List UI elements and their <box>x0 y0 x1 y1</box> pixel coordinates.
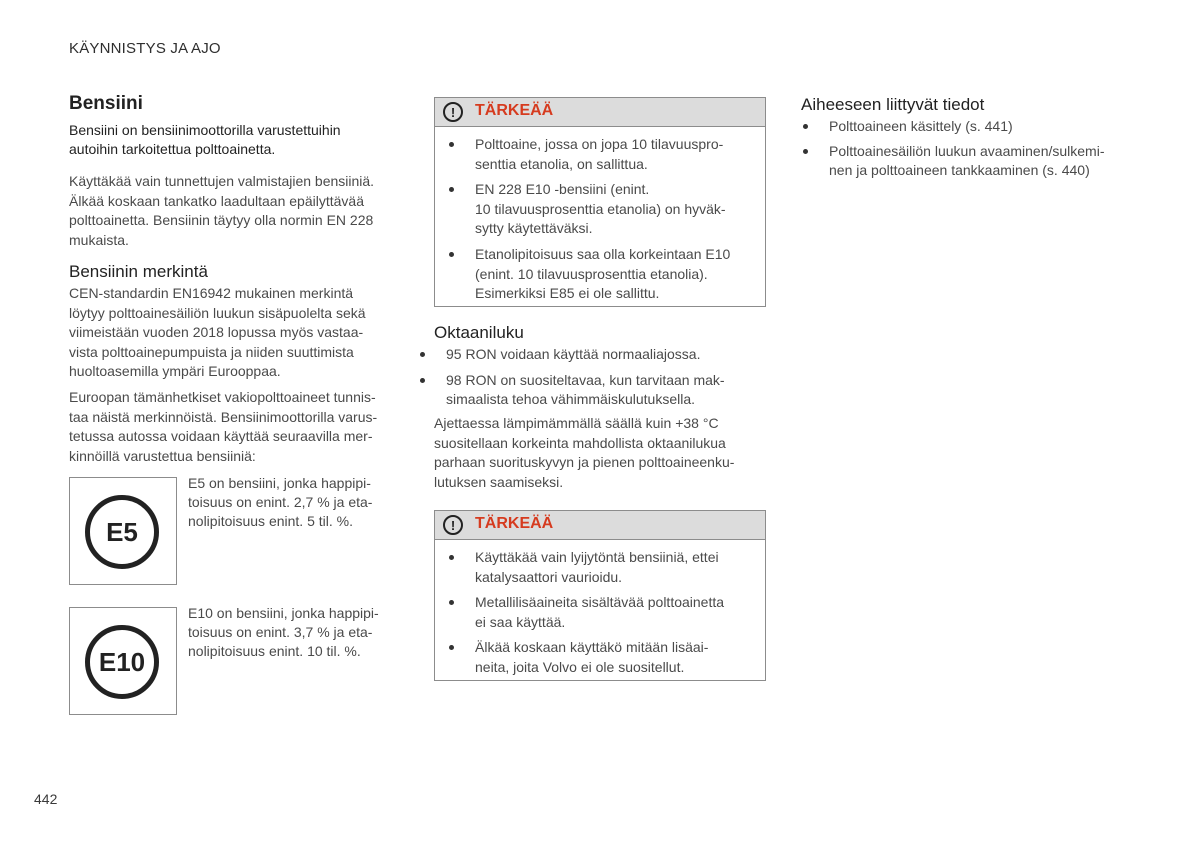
text-line: lutuksen saamiseksi. <box>434 473 564 490</box>
text-line: senttia etanolia, on sallittua. <box>475 155 648 172</box>
text-line: huoltoasemilla ympäri Eurooppaa. <box>69 363 281 380</box>
text-line: viimeistään vuoden 2018 lopussa myös vastaa- <box>69 324 364 341</box>
text-line: ei saa käyttää. <box>475 613 566 630</box>
text-line: E5 on bensiini, jonka happipi- <box>188 475 371 491</box>
list-item <box>447 548 755 587</box>
text-line: Metallilisäaineita sisältävää polttoainetta <box>475 594 725 611</box>
bullet-icon <box>420 352 425 357</box>
bullet-icon <box>449 645 454 650</box>
bullet-icon <box>449 555 454 560</box>
text-line: Polttoaineen käsittely (s. 441) <box>829 118 1013 134</box>
related-list-wrap <box>801 117 1136 186</box>
important-title: TÄRKEÄÄ <box>475 102 554 119</box>
related-info-title: Aiheeseen liittyvät tiedot <box>801 95 985 114</box>
important-list <box>447 548 755 678</box>
exclamation-icon: ! <box>443 102 463 122</box>
page-number: 442 <box>34 791 58 807</box>
text-line: vista polttoainepumpuista ja niiden suuttimista <box>69 343 354 360</box>
list-item <box>447 135 755 174</box>
text-line: simaalista tehoa vähimmäiskulutuksella. <box>446 391 695 408</box>
text-line: löytyy polttoainesäiliön luukun sisäpuolelta sekä <box>69 304 366 321</box>
text-line: nolipitoisuus enint. 5 til. %. <box>188 513 353 529</box>
list-item <box>418 371 766 410</box>
important-header <box>435 511 765 540</box>
lead-paragraph <box>69 121 389 159</box>
text-line: E10 on bensiini, jonka happipi- <box>188 605 379 621</box>
text-line: suositellaan korkeinta mahdollista oktaanilukua <box>434 434 726 451</box>
text-line: Ajettaessa lämpimämmällä säällä kuin +38 °C <box>434 415 719 431</box>
text-line: parhaan suorituskyvyn ja pienen polttoaineenku- <box>434 454 735 471</box>
text-line: taa näistä merkinnöistä. Bensiinimoottorilla varus- <box>69 408 378 425</box>
e5-fuel-label-icon: E5 <box>85 495 159 569</box>
text-line: mukaista. <box>69 231 129 248</box>
text-line: kinnöillä varustettua bensiiniä: <box>69 447 256 464</box>
list-item <box>447 593 755 632</box>
octane-list <box>418 345 766 410</box>
lead-line: autoihin tarkoitettua polttoainetta. <box>69 141 276 157</box>
related-link[interactable] <box>801 142 1136 181</box>
text-line: neita, joita Volvo ei ole suositellut. <box>475 658 685 675</box>
related-link[interactable] <box>801 117 1136 137</box>
text-line: Älkää koskaan tankatko laadultaan epäilyttävää <box>69 192 364 209</box>
page-header: KÄYNNISTYS JA AJO <box>69 40 221 57</box>
text-line: CEN-standardin EN16942 mukainen merkintä <box>69 285 354 301</box>
e10-fuel-label-icon: E10 <box>85 625 159 699</box>
paragraph-quality <box>69 172 374 250</box>
section-title-bensiini: Bensiini <box>69 93 143 114</box>
bullet-icon <box>449 187 454 192</box>
octane-list-wrap <box>434 345 766 416</box>
important-box-ethanol <box>434 97 766 307</box>
text-line: Etanolipitoisuus saa olla korkeintaan E10 <box>475 245 731 262</box>
bullet-icon <box>449 600 454 605</box>
bullet-icon <box>449 142 454 147</box>
text-line: 10 tilavuusprosenttia etanolia) on hyväk- <box>475 200 726 217</box>
text-line: 98 RON on suositeltavaa, kun tarvitaan mak- <box>446 371 725 388</box>
text-line: Euroopan tämänhetkiset vakiopolttoaineet tunnis- <box>69 389 376 405</box>
bullet-icon <box>803 149 808 154</box>
list-item <box>447 638 755 677</box>
text-line: nen ja polttoaineen tankkaaminen (s. 440) <box>829 162 1090 179</box>
text-line: toisuus on enint. 2,7 % ja eta- <box>188 494 373 510</box>
text-line: toisuus on enint. 3,7 % ja eta- <box>188 624 373 640</box>
text-line: EN 228 E10 -bensiini (enint. <box>475 181 650 198</box>
text-line: sytty käytettäväksi. <box>475 220 593 237</box>
text-line: Älkää koskaan käyttäkö mitään lisäai- <box>475 639 709 656</box>
important-header <box>435 98 765 127</box>
exclamation-icon: ! <box>443 515 463 535</box>
related-links-list <box>801 117 1136 181</box>
subsection-title-marking: Bensiinin merkintä <box>69 262 208 281</box>
text-line: katalysaattori vaurioidu. <box>475 568 623 585</box>
list-item <box>447 245 755 304</box>
text-line: polttoainetta. Bensiinin täytyy olla normin EN 228 <box>69 212 374 229</box>
text-line: Polttoainesäiliön luukun avaaminen/sulkemi- <box>829 142 1105 159</box>
e5-label-box <box>69 477 177 585</box>
paragraph-standards <box>69 388 377 466</box>
bullet-icon <box>420 378 425 383</box>
lead-line: Bensiini on bensiinimoottorilla varustettuihin <box>69 122 341 138</box>
text-line: tetussa autossa voidaan käyttää seuraavilla mer- <box>69 428 373 445</box>
list-item <box>418 345 766 365</box>
paragraph-marking <box>69 284 366 382</box>
text-line: nolipitoisuus enint. 10 til. %. <box>188 643 361 659</box>
bullet-icon <box>449 252 454 257</box>
text-line: 95 RON voidaan käyttää normaaliajossa. <box>446 346 701 362</box>
e5-description <box>188 474 403 531</box>
e10-label-box <box>69 607 177 715</box>
subsection-title-octane: Oktaaniluku <box>434 323 524 342</box>
e10-description <box>188 604 403 661</box>
important-box-fuel <box>434 510 766 681</box>
important-list <box>447 135 755 304</box>
list-item <box>447 180 755 239</box>
text-line: Esimerkiksi E85 ei ole sallittu. <box>475 285 660 302</box>
text-line: Käyttäkää vain lyijytöntä bensiiniä, ettei <box>475 549 719 565</box>
bullet-icon <box>803 124 808 129</box>
text-line: Polttoaine, jossa on jopa 10 tilavuuspro- <box>475 136 724 152</box>
paragraph-octane <box>434 414 734 492</box>
important-title: TÄRKEÄÄ <box>475 515 554 532</box>
text-line: Käyttäkää vain tunnettujen valmistajien bensiiniä. <box>69 173 375 189</box>
text-line: (enint. 10 tilavuusprosenttia etanolia). <box>475 265 708 282</box>
